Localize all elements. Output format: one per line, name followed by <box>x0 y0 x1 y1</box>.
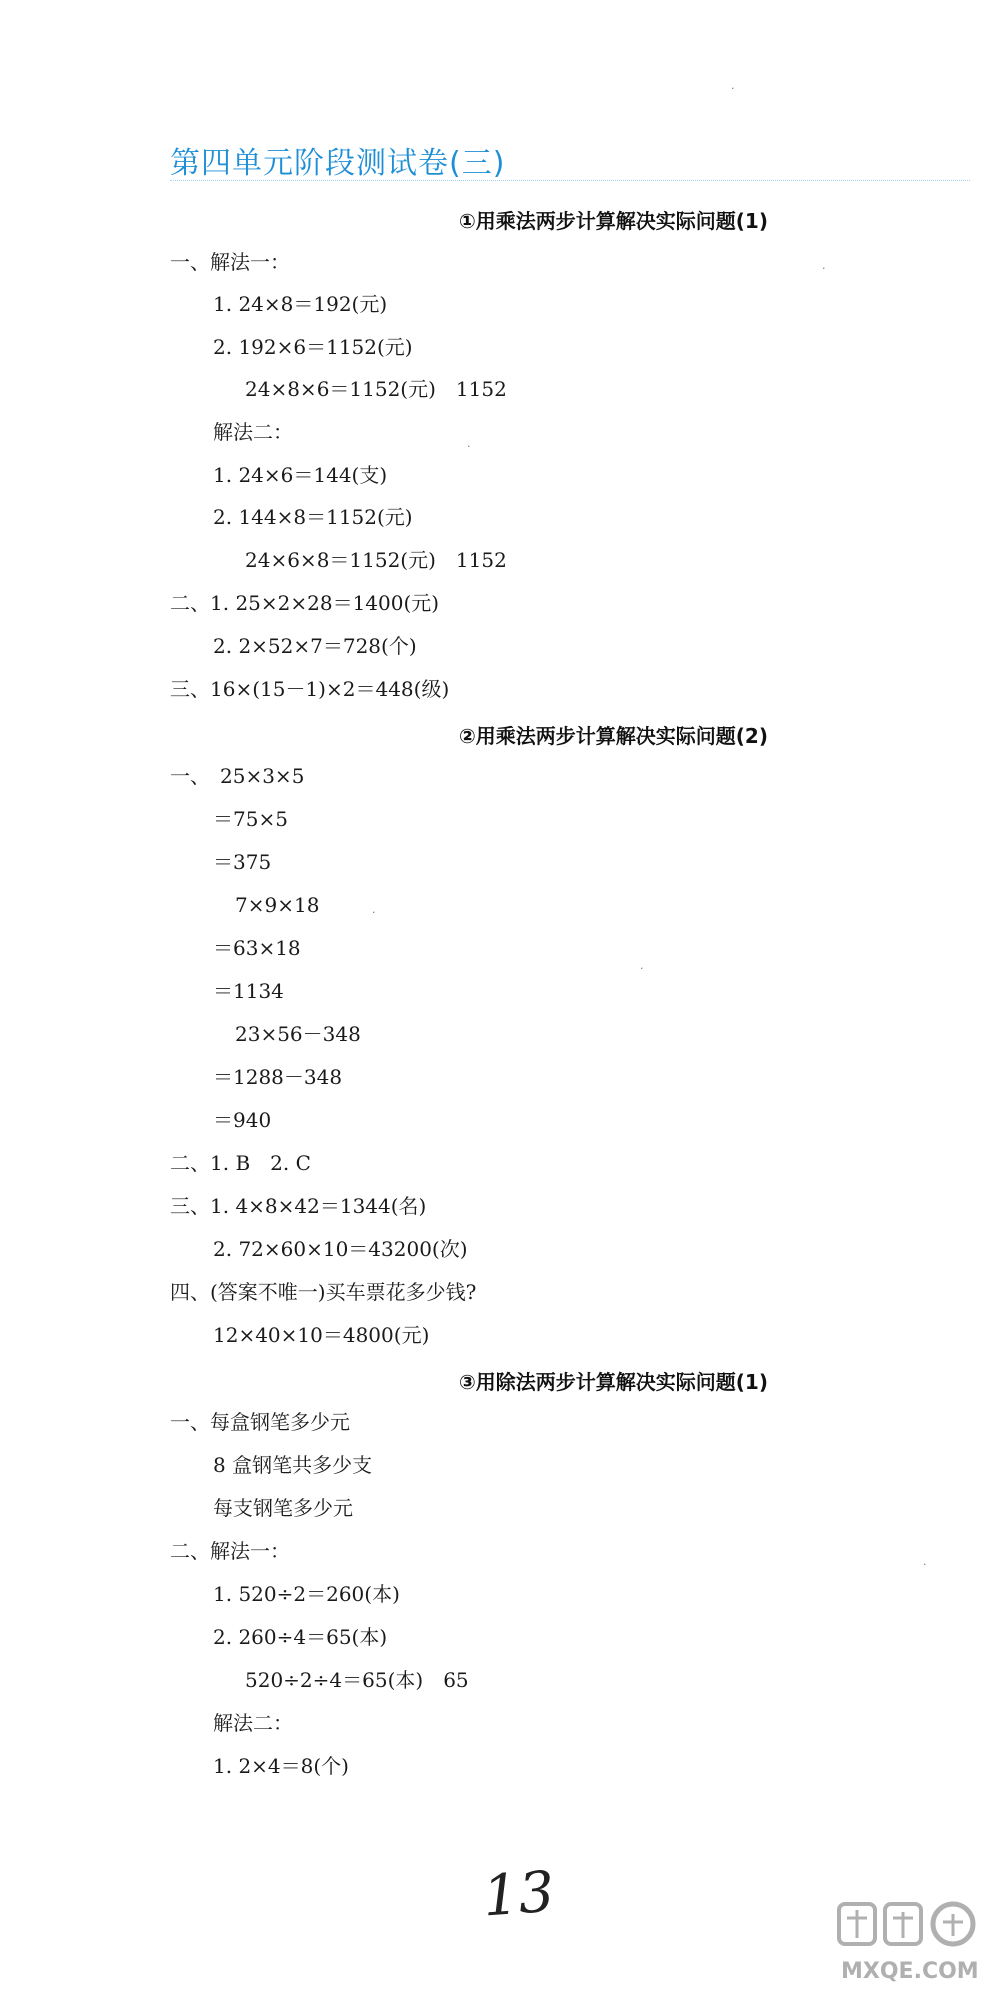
scan-speck: · <box>640 962 644 975</box>
svg-text:MXQE.COM: MXQE.COM <box>841 1959 979 1984</box>
answer-line: 520÷2÷4＝65(本) 65 <box>245 1668 469 1692</box>
title-divider <box>170 180 970 181</box>
answer-line: 解法二： <box>213 420 293 444</box>
answer-line: 三、1. 4×8×42＝1344(名) <box>170 1194 427 1218</box>
section-heading-1: ①用乘法两步计算解决实际问题(1) <box>458 209 768 233</box>
answer-line: 12×40×10＝4800(元) <box>213 1323 430 1347</box>
answer-line: 1. 520÷2＝260(本) <box>213 1582 400 1606</box>
answer-line: 四、(答案不唯一)买车票花多少钱? <box>170 1280 477 1304</box>
answer-line: 三、16×(15－1)×2＝448(级) <box>170 677 450 701</box>
answer-line: ＝75×5 <box>213 807 288 831</box>
scan-speck: · <box>467 440 471 453</box>
scan-speck: · <box>731 82 735 95</box>
scan-speck: · <box>822 262 826 275</box>
answer-line: 解法二： <box>213 1711 293 1735</box>
answer-line: 2. 192×6＝1152(元) <box>213 335 413 359</box>
answer-line: ＝1134 <box>213 979 284 1003</box>
handwritten-page-number: 13 <box>480 1859 557 1930</box>
answer-line: 1. 24×6＝144(支) <box>213 463 388 487</box>
answer-line: ＝940 <box>213 1108 272 1132</box>
section-heading-3: ③用除法两步计算解决实际问题(1) <box>458 1370 768 1394</box>
answer-line: 2. 260÷4＝65(本) <box>213 1625 388 1649</box>
answer-line: 2. 144×8＝1152(元) <box>213 505 413 529</box>
answer-line: 每支钢笔多少元 <box>213 1496 353 1520</box>
answer-line: 一、每盒钢笔多少元 <box>170 1410 350 1434</box>
answer-line: 24×6×8＝1152(元) 1152 <box>245 548 507 572</box>
answer-line: 二、1. 25×2×28＝1400(元) <box>170 591 440 615</box>
answer-line: 23×56－348 <box>235 1022 361 1046</box>
answer-line: ＝375 <box>213 850 272 874</box>
answer-line: 2. 2×52×7＝728(个) <box>213 634 417 658</box>
answer-line: 一、 25×3×5 <box>170 764 305 788</box>
section-heading-2: ②用乘法两步计算解决实际问题(2) <box>458 724 768 748</box>
answer-line: ＝1288－348 <box>213 1065 343 1089</box>
page-title: 第四单元阶段测试卷(三) <box>170 146 506 181</box>
answer-line: 二、解法一： <box>170 1539 290 1563</box>
answer-line: ＝63×18 <box>213 936 301 960</box>
answer-line: 1. 2×4＝8(个) <box>213 1754 349 1778</box>
watermark-logo <box>835 1898 995 1986</box>
answer-line: 24×8×6＝1152(元) 1152 <box>245 377 507 401</box>
answer-line: 2. 72×60×10＝43200(次) <box>213 1237 468 1261</box>
answer-line: 1. 24×8＝192(元) <box>213 292 388 316</box>
scan-speck: · <box>372 906 376 919</box>
answer-line: 7×9×18 <box>235 893 320 917</box>
answer-line: 二、1. B 2. C <box>170 1151 311 1175</box>
answer-line: 一、解法一： <box>170 250 290 274</box>
answer-line: 8 盒钢笔共多少支 <box>213 1453 373 1477</box>
scan-speck: · <box>923 1558 927 1571</box>
